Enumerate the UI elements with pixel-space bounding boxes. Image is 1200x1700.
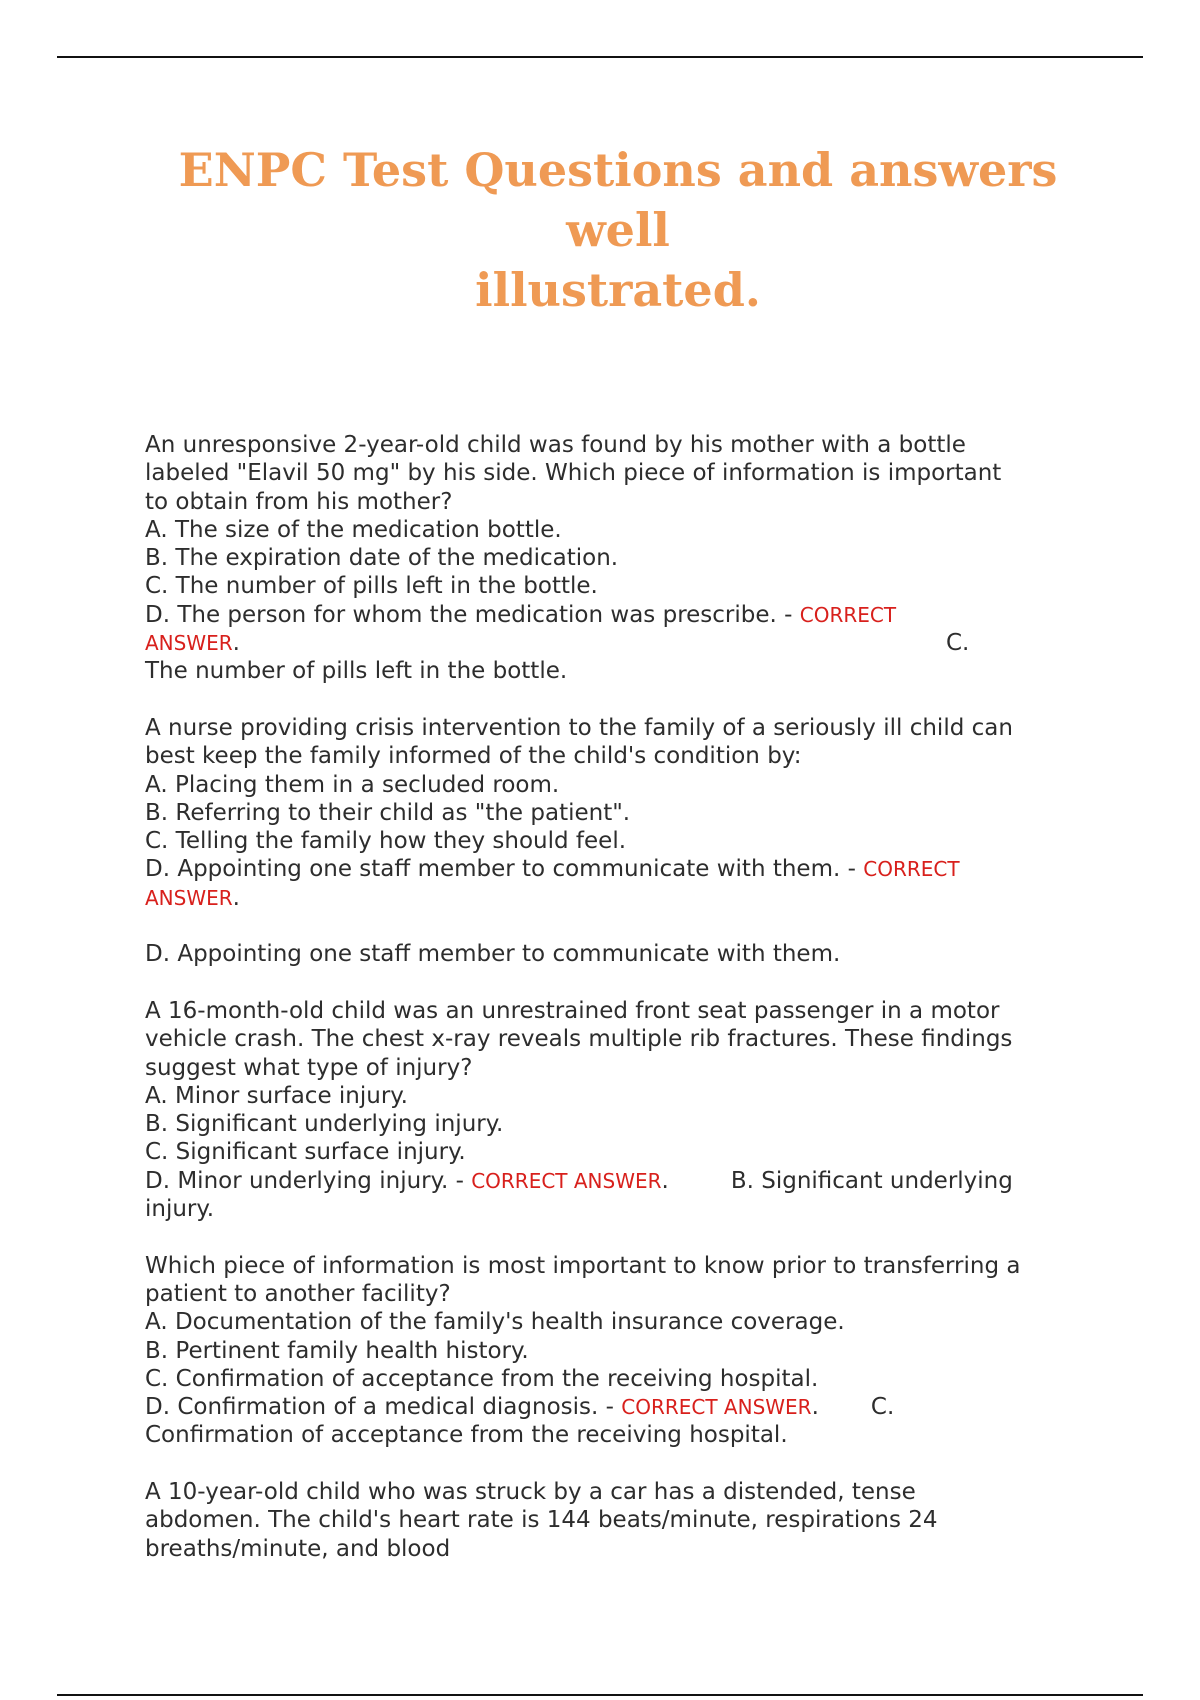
option-d: D. Appointing one staff member to communicate with them. -	[145, 856, 856, 883]
correct-answer-label: ANSWER	[145, 885, 233, 910]
option-a: A. Minor surface injury.	[145, 1082, 408, 1109]
question-stem-line: labeled "Elavil 50 mg" by his side. Which piece of information is important	[145, 460, 1002, 487]
question-list	[145, 431, 1075, 1563]
correct-answer-label: CORRECT	[799, 602, 897, 627]
question-stem-line: breaths/minute, and blood	[145, 1535, 451, 1562]
option-d: D. Confirmation of a medical diagnosis. -	[145, 1394, 614, 1421]
option-a: A. The size of the medication bottle.	[145, 516, 562, 543]
question-stem-line: patient to another facility?	[145, 1280, 451, 1307]
header-rule	[57, 56, 1143, 58]
correct-answer-label: CORRECT ANSWER	[621, 1395, 812, 1420]
answer-label-line: ANSWER.	[145, 884, 240, 911]
footer-rule	[57, 1694, 1143, 1696]
option-d: D. The person for whom the medication was prescribe. -	[145, 601, 793, 628]
question-stem-line: best keep the family informed of the child's condition by:	[145, 743, 802, 770]
option-d: D. Minor underlying injury. -	[145, 1167, 464, 1194]
option-b: B. The expiration date of the medication.	[145, 545, 619, 572]
question-2	[145, 714, 1075, 969]
option-a: A. Documentation of the family's health insurance coverage.	[145, 1309, 845, 1336]
answer-text: D. Appointing one staff member to communicate with them.	[145, 941, 841, 968]
option-d-line: D. Confirmation of a medical diagnosis. - CORRECT ANSWER. C.	[145, 1394, 895, 1421]
answer-letter: C.	[945, 630, 970, 657]
question-3	[145, 997, 1075, 1223]
answer-text-continued: injury.	[145, 1196, 215, 1223]
question-stem-line: A 10-year-old child who was struck by a car has a distended, tense	[145, 1478, 916, 1505]
document-title	[150, 140, 1086, 320]
option-a: A. Placing them in a secluded room.	[145, 771, 560, 798]
option-c: C. Significant surface injury.	[145, 1139, 466, 1166]
question-stem-line: to obtain from his mother?	[145, 488, 453, 515]
correct-answer-label: CORRECT ANSWER	[471, 1168, 662, 1193]
question-stem-line: abdomen. The child's heart rate is 144 beats/minute, respirations 24	[145, 1507, 938, 1534]
answer-letter: C.	[870, 1394, 895, 1421]
question-stem-line: A 16-month-old child was an unrestrained front seat passenger in a motor	[145, 997, 1000, 1024]
option-d-line: D. Minor underlying injury. - CORRECT ANSWER. B. Significant underlying	[145, 1167, 1013, 1194]
answer-line: ANSWER. C.	[145, 630, 970, 657]
option-d-line	[145, 601, 1075, 629]
correct-answer-label: ANSWER	[145, 631, 233, 656]
option-b: B. Pertinent family health history.	[145, 1337, 529, 1364]
title-line-1: ENPC Test Questions and answers well	[178, 143, 1058, 257]
correct-answer-label: CORRECT	[863, 857, 960, 882]
option-c: C. Confirmation of acceptance from the receiving hospital.	[145, 1365, 819, 1392]
answer-text: Confirmation of acceptance from the receiving hospital.	[145, 1422, 788, 1449]
question-5	[145, 1478, 1075, 1563]
question-stem-line: Which piece of information is most important to know prior to transferring a	[145, 1252, 1021, 1279]
question-4	[145, 1252, 1075, 1450]
title-line-2: illustrated.	[475, 263, 761, 317]
option-b: B. Referring to their child as "the patient".	[145, 799, 631, 826]
question-1	[145, 431, 1075, 686]
answer-text: B. Significant underlying	[730, 1167, 1013, 1194]
answer-text: The number of pills left in the bottle.	[145, 658, 568, 685]
question-stem-line: An unresponsive 2-year-old child was found by his mother with a bottle	[145, 432, 966, 458]
question-stem-line: A nurse providing crisis intervention to the family of a seriously ill child can	[145, 714, 1013, 741]
option-c: C. The number of pills left in the bottle.	[145, 573, 598, 600]
question-stem-line: vehicle crash. The chest x-ray reveals multiple rib fractures. These findings	[145, 1026, 1013, 1053]
option-c: C. Telling the family how they should feel.	[145, 828, 627, 855]
option-d-line	[145, 855, 1075, 883]
option-b: B. Significant underlying injury.	[145, 1111, 504, 1138]
question-stem-line: suggest what type of injury?	[145, 1054, 473, 1081]
